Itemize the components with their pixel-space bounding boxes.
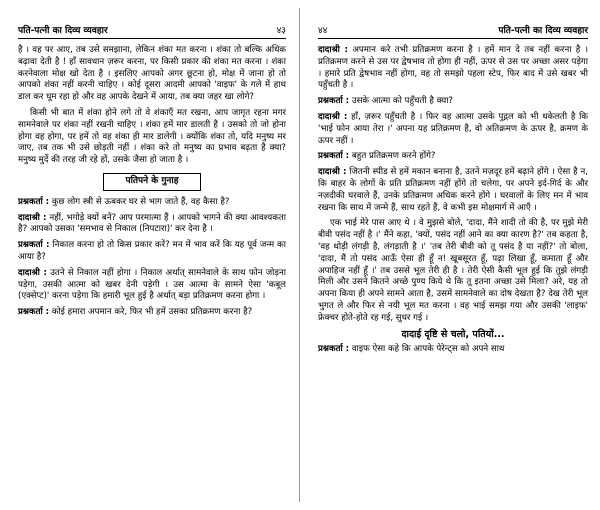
dialog-line [318, 112, 588, 147]
dialog-line [318, 96, 588, 108]
right-running-title: पति-पत्नी का दिव्य व्यवहार [498, 26, 588, 36]
left-running-title: पति-पत्नी का दिव्य व्यवहार [18, 26, 108, 36]
dialog-line [18, 268, 286, 303]
right-page [300, 0, 600, 510]
page-gutter [299, 8, 300, 502]
paragraph: एक भाई मेरे पास आए थे । वे मुझसे बोले, 'दादा, मैंने शादी तो की है, पर मुझे मेरी बीवी पसंद नहीं है ।' मैंने कहा, 'क्यों, पसंद नहीं आने का क्या कारण है?' तब कहता है, 'वह थोड़ी लंगड़ी है, लंगड़ाती है ।' 'तब तेरी बीवी को तू पसंद है या नहीं?' तो बोला, 'दादा, मैं तो पसंद आऊँ ऐसा ही हूँ न! खूबसूरत हूँ, पढ़ा लिखा हूँ, कमाता हूँ और अपाहिज नहीं हूँ ।' तब उससे भूल तेरी ही है । तेरी ऐसी कैसी भूल हुई कि तुझे लंगड़ी मिली और उसने कितने अच्छे पुण्य किये थे कि तू इतना अच्छा उसे मिला? अरे, यह तो अपना किया ही अपने सामने आता है, उसमें सामनेवाले का दोष देखता है? देख तेरी भूल भुगत ले और फिर से नयी भूल मत करना । वह भाई समझ गया और उसकी 'लाइफ' फ्रेक्चर होते-होते रह गई, सुधर गई । [318, 218, 588, 323]
speaker-label: दादाश्री : [318, 45, 348, 55]
section-heading: दादाई दृष्टि से चलो, पतियों... [401, 328, 505, 340]
dialog-text: बहुत प्रतिक्रमण करने होंगे? [351, 151, 436, 162]
paragraph: है । वह पर आए, तब उसे समझाना, लेकिन शंका मत करना । शंका तो बल्कि अधिक बढ़ावा देती है ! हाँ सावधान ज़रूर करना, पर किसी प्रकार की शंका मत करना । शंका करनेवाला मोक्ष खो देता है । इसलिए आपको अगर छूटना हो, मोक्ष में जाना हो तो आपको शंका नहीं करनी चाहिए । कोई दूसरा आदमी आपको 'वाइफ' के गले में हाथ डाल कर घूम रहा हो और वह आपके देखने में आया, तब क्या जहर खा लोगे? [18, 45, 286, 103]
dialog-line [18, 307, 286, 319]
dialog-line [18, 240, 286, 264]
left-page-header [18, 18, 286, 39]
dialog-line [318, 167, 588, 214]
speaker-label: प्रश्नकर्ता : [18, 196, 50, 207]
speaker-label: प्रश्नकर्ता : [18, 240, 50, 251]
dialog-text: कुछ लोग स्त्री से ऊबकर घर से भाग जाते हैं, वह कैसा है? [51, 196, 230, 207]
speaker-label: दादाश्री : [318, 167, 347, 178]
dialog-text: नहीं, भगोड़े क्यों बनें? आप परमात्मा हैं । आपको भागने की क्या आवश्यकता है? आपको उसका 'समभाव से निकाल (निपटारा)' कर देना है । [18, 212, 287, 235]
dialog-text: निकाल करना हो तो किस प्रकार करें? मन में भाव करें कि यह पूर्व जन्म का आया है? [18, 240, 286, 262]
speaker-label: दादाश्री : [18, 212, 47, 223]
dialog-line [318, 45, 588, 92]
dialog-text: जितनी स्पीड से हमें मकान बनाना है, उतने मज़दूर हमें बढ़ाने होंगे । ऐसा है न, कि बाहर के लोगों के प्रति प्रतिक्रमण नहीं होंगे तो चलेगा, पर अपने इर्द-गिर्द के और नज़दीकी घरवाले हैं, उनके प्रतिक्रमण अधिक करने होंगे । घरवालों के लिए मन में भाव रखना कि साथ में जन्मे हैं, साथ रहते हैं, वे कभी इस मोक्षमार्ग में आएँ । [318, 167, 588, 213]
right-page-number: ४४ [318, 26, 328, 36]
speaker-label: प्रश्नकर्ता : [18, 307, 50, 318]
right-page-header [318, 18, 588, 39]
dialog-line [318, 151, 588, 163]
dialog-line [18, 197, 286, 209]
left-page-body [18, 45, 286, 319]
dialog-text: उसके आत्मा को पहुँचती है क्या? [351, 96, 453, 107]
speaker-label: दादाश्री : [18, 267, 47, 278]
left-page-number: ४३ [276, 26, 286, 36]
right-page-body [318, 45, 588, 356]
paragraph: किसी भी बात में शंका होने लगे तो वे शंकाएँ मत रखना, आप जागृत रहना मगर सामनेवाले पर शंका नहीं रखनी चाहिए । शंका हमें मार डालती है । उसको तो जो होना होगा वह होगा, पर हमें तो वह शंका ही मार डालेगी । क्योंकि शंका तो, यदि मनुष्य मर जाए, तब तक भी उसे छोड़ती नहीं । शंका करे तो मनुष्य का प्रभाव बढ़ता है क्या? मनुष्य मुर्दे की तरह जी रहे हों, उसके जैसा हो जाता है । [18, 107, 286, 166]
dialog-text: कोई हमारा अपमान करे, फिर भी हमें उसका प्रतिक्रमण करना है? [51, 307, 253, 318]
speaker-label: प्रश्नकर्ता : [318, 96, 350, 107]
speaker-label: प्रश्नकर्ता : [318, 151, 350, 162]
dialog-text: हाँ, ज़रूर पहुँचती है । फिर वह आत्मा उसके पुद्गल को भी धकेलती है कि 'भाई फोन आया तेरा ।' अपना यह प्रतिक्रमण है, वो अतिक्रमण के ऊपर है, क्रमण के ऊपर नहीं । [318, 111, 588, 146]
speaker-label: दादाश्री : [318, 111, 348, 122]
dialog-text: उतने से निकाल नहीं होगा । निकाल अर्थात् सामनेवाले के साथ फोन जोड़ना पड़ेगा, उसकी आत्मा को खबर देनी पड़ेगी । उस आत्मा के सामने ऐसा 'कबूल (एक्सेप्ट)' करना पड़ेगा कि हमारी भूल हुई है अर्थात् बड़ा प्रतिक्रमण करना होगा । [18, 267, 286, 302]
section-heading-box: पतिपने के गुनाह [103, 173, 201, 191]
dialog-text: वाइफ ऐसा कहे कि आपके पेरेन्ट्स को अपने साथ [351, 344, 505, 355]
dialog-line [18, 213, 286, 237]
dialog-line [318, 344, 588, 356]
speaker-label: प्रश्नकर्ता : [318, 344, 350, 355]
dialog-text: अपमान करे तभी प्रतिक्रमण करना है । हमें मान दे तब नहीं करना है । प्रतिक्रमण करने से उस पर द्वेषभाव तो होगा ही नहीं, ऊपर से उस पर अच्छा असर पड़ेगा । हमारे प्रति द्वेषभाव नहीं होगा, वह तो समझो पहला स्टेप, फिर बाद में उसे खबर भी पहुँचती है । [318, 45, 588, 91]
